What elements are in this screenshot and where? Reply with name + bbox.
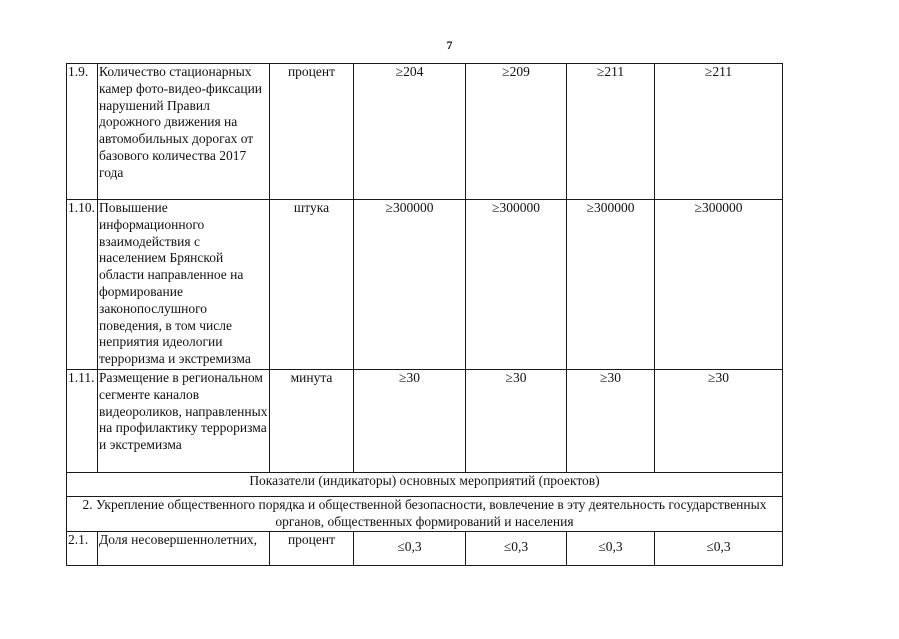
section-2-title: 2. Укрепление общественного порядка и общественной безопасности, вовлечение в эту деятельность государственных органов, общественных формирований и населения	[67, 497, 783, 532]
value-cell: ≥300000	[655, 200, 783, 370]
table-row	[67, 200, 783, 370]
value-cell: ≤0,3	[466, 532, 567, 566]
value-cell: ≥300000	[466, 200, 567, 370]
value-cell: ≤0,3	[354, 532, 466, 566]
unit-cell: минута	[270, 370, 354, 473]
table-row	[67, 370, 783, 473]
value-cell: ≥211	[655, 64, 783, 200]
table-row	[67, 64, 783, 200]
row-number: 1.11.	[67, 370, 98, 473]
row-number: 2.1.	[67, 532, 98, 566]
value-cell: ≤0,3	[655, 532, 783, 566]
section-title-row	[67, 497, 783, 532]
table-row	[67, 532, 783, 566]
row-number: 1.9.	[67, 64, 98, 200]
indicators-table	[66, 63, 783, 566]
value-cell: ≤0,3	[567, 532, 655, 566]
unit-cell: процент	[270, 64, 354, 200]
unit-cell: штука	[270, 200, 354, 370]
value-cell: ≥204	[354, 64, 466, 200]
value-cell: ≥30	[466, 370, 567, 473]
value-cell: ≥211	[567, 64, 655, 200]
indicator-name: Доля несовершеннолетних,	[98, 532, 270, 566]
value-cell: ≥300000	[354, 200, 466, 370]
value-cell: ≥209	[466, 64, 567, 200]
page-number: 7	[446, 38, 453, 52]
unit-cell: процент	[270, 532, 354, 566]
row-number: 1.10.	[67, 200, 98, 370]
value-cell: ≥30	[354, 370, 466, 473]
value-cell: ≥30	[655, 370, 783, 473]
section-header: Показатели (индикаторы) основных мероприятий (проектов)	[67, 473, 783, 497]
indicator-name: Размещение в региональном сегменте каналов видеороликов, направленных на профилактику терроризма и экстремизма	[98, 370, 270, 473]
value-cell: ≥300000	[567, 200, 655, 370]
section-header-row	[67, 473, 783, 497]
indicator-name: Повышение информационного взаимодействия с населением Брянской области направленное на формирование законопослушного поведения, в том числе неприятия идеологии терроризма и экстремизма	[98, 200, 270, 370]
value-cell: ≥30	[567, 370, 655, 473]
indicator-name: Количество стационарных камер фото-видео-фиксации нарушений Правил дорожного движения на автомобильных дорогах от базового количества 2017 года	[98, 64, 270, 200]
